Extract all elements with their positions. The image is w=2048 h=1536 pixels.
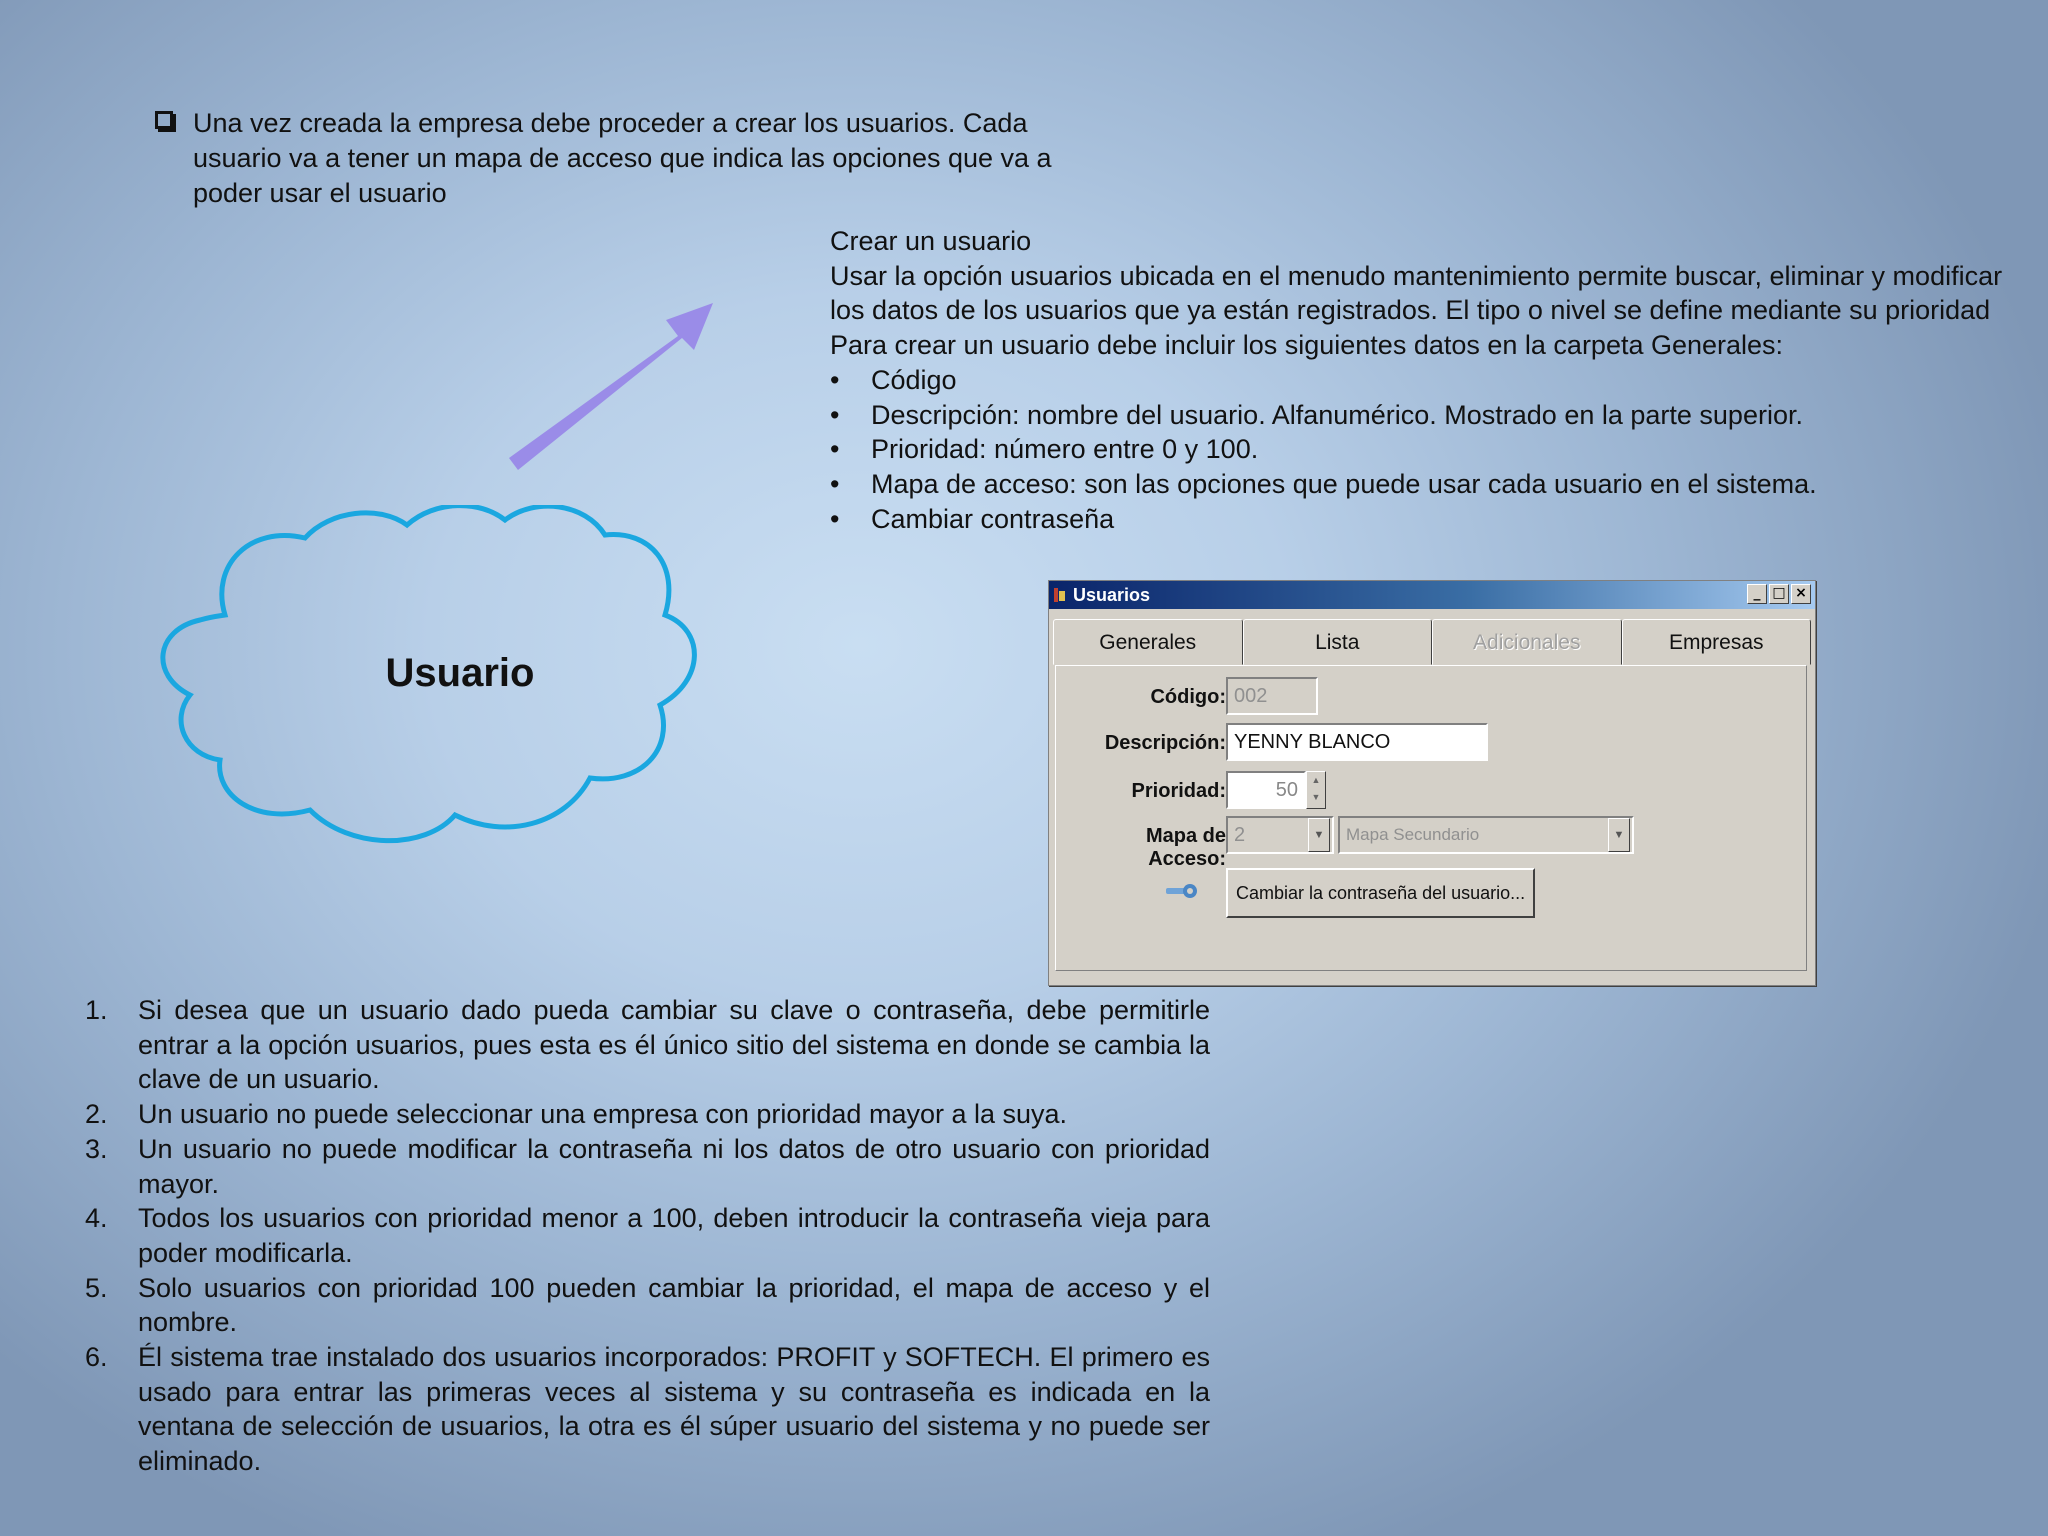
tab-bar <box>1053 619 1811 665</box>
tab-adicionales: Adicionales <box>1432 619 1622 665</box>
notes-list <box>85 993 1210 1479</box>
checkbox-bullet-icon <box>155 111 173 129</box>
section-paragraph-2: Para crear un usuario debe incluir los siguientes datos en la carpeta Generales: <box>830 330 1784 361</box>
window-title: Usuarios <box>1073 585 1151 605</box>
crear-usuario-section <box>830 224 2010 536</box>
list-item: 4. Todos los usuarios con prioridad menor a 100, deben introducir la contraseña vieja para poder modificarla. <box>85 1203 1210 1268</box>
list-item: 2. Un usuario no puede seleccionar una empresa con prioridad mayor a la suya. <box>85 1099 1068 1130</box>
usuarios-window <box>1048 580 1816 986</box>
tab-generales[interactable]: Generales <box>1053 619 1243 665</box>
fields-list <box>830 363 2010 537</box>
list-item: 5. Solo usuarios con prioridad 100 pueden cambiar la prioridad, el mapa de acceso y el nombre. <box>85 1272 1210 1338</box>
mapa-label: Mapa de Acceso: <box>1145 825 1226 870</box>
minimize-button[interactable]: _ <box>1747 584 1767 604</box>
section-paragraph-1: Usar la opción usuarios ubicada en el menudo mantenimiento permite buscar, eliminar y modificar los datos de los usuarios que ya están registrados. El tipo o nivel se define mediante su prioridad <box>830 260 2003 326</box>
app-icon <box>1053 586 1067 604</box>
list-item: 3. Un usuario no puede modificar la contraseña ni los datos de otro usuario con prioridad mayor. <box>85 1133 1210 1199</box>
section-title: Crear un usuario <box>830 226 1032 256</box>
tab-empresas[interactable]: Empresas <box>1622 619 1812 665</box>
change-password-button[interactable]: Cambiar la contraseña del usuario... <box>1226 868 1535 918</box>
maximize-button[interactable]: □ <box>1769 584 1789 604</box>
list-item: • Cambiar contraseña <box>830 503 1115 534</box>
intro-paragraph <box>155 106 1095 211</box>
list-item: 6. Él sistema trae instalado dos usuarios incorporados: PROFIT y SOFTECH. El primero es usado para entrar las primeras veces al sistema y su contraseña es indicada en la ventana de selección de usuarios, la otra es él súper usuario del sistema y no puede ser eliminado. <box>85 1342 1210 1477</box>
prioridad-label: Prioridad: <box>1131 780 1226 802</box>
tab-lista[interactable]: Lista <box>1243 619 1433 665</box>
chevron-down-icon[interactable]: ▼ <box>1308 818 1330 852</box>
list-item: • Prioridad: número entre 0 y 100. <box>830 434 1259 465</box>
descripcion-label: Descripción: <box>1104 732 1226 754</box>
codigo-field: 002 <box>1226 677 1318 715</box>
mapa-name-select[interactable]: Mapa Secundario <box>1338 816 1634 854</box>
window-titlebar[interactable] <box>1049 581 1815 609</box>
cloud-label: Usuario <box>385 651 535 695</box>
prioridad-stepper[interactable]: ▲ ▼ <box>1306 771 1326 809</box>
mapa-code-select[interactable]: 2 <box>1226 816 1334 854</box>
intro-text: Una vez creada la empresa debe proceder a crear los usuarios. Cada usuario va a tener un mapa de acceso que indica las opciones que va a poder usar el usuario <box>193 108 1052 208</box>
generales-panel <box>1055 665 1807 971</box>
list-item: 1. Si desea que un usuario dado pueda cambiar su clave o contraseña, debe permitirle entrar a la opción usuarios, pues esta es él único sitio del sistema en donde se cambia la clave de un usuario. <box>85 995 1210 1095</box>
chevron-down-icon[interactable]: ▼ <box>1608 818 1630 852</box>
descripcion-input[interactable]: YENNY BLANCO <box>1226 723 1488 761</box>
usuario-cloud <box>160 505 770 850</box>
prioridad-input[interactable]: 50 <box>1226 771 1306 809</box>
list-item: • Mapa de acceso: son las opciones que puede usar cada usuario en el sistema. <box>830 468 1817 499</box>
codigo-label: Código: <box>1150 686 1226 708</box>
key-icon <box>1164 880 1198 902</box>
list-item: • Descripción: nombre del usuario. Alfanumérico. Mostrado en la parte superior. <box>830 399 1803 430</box>
list-item: • Código <box>830 364 957 395</box>
arrow-icon <box>505 300 720 472</box>
close-button[interactable]: × <box>1791 584 1811 604</box>
